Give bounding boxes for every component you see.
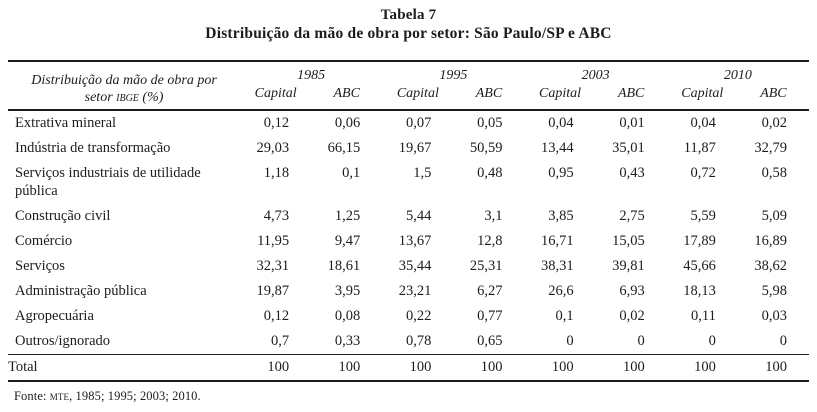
cell-value: 9,47 xyxy=(334,233,361,249)
cell-value: 11,87 xyxy=(683,140,716,156)
cell-value: 100 xyxy=(267,359,290,375)
source-note xyxy=(14,389,817,404)
cell-value: 45,66 xyxy=(683,258,716,274)
cell-value: 0,33 xyxy=(334,333,361,349)
cell-value: 0 xyxy=(779,333,787,349)
table-title: Distribuição da mão de obra por setor: São Paulo/SP e ABC xyxy=(205,25,612,42)
row-label: Extrativa mineral xyxy=(15,115,117,131)
cell-value: 39,81 xyxy=(612,258,645,274)
cell-value: 35,01 xyxy=(612,140,645,156)
year-header-2003: 2003 xyxy=(581,68,610,83)
source-note-prefix: Fonte: xyxy=(14,389,50,403)
cell-value: 23,21 xyxy=(398,283,432,299)
cell-value: 66,15 xyxy=(327,140,361,156)
subcol-abc: ABC xyxy=(617,86,645,101)
table-row xyxy=(8,136,809,161)
subcol-abc: ABC xyxy=(475,86,503,101)
cell-value: 0 xyxy=(566,333,574,349)
cell-value: 1,25 xyxy=(334,208,361,224)
cell-value: 38,31 xyxy=(540,258,574,274)
cell-value: 0,06 xyxy=(334,115,361,131)
row-label: Administração pública xyxy=(15,283,147,299)
cell-value: 0,11 xyxy=(690,308,716,324)
row-label: Serviços industriais de utilidade pública xyxy=(15,165,201,199)
table-header xyxy=(8,61,809,110)
year-header-1985: 1985 xyxy=(297,68,326,83)
cell-value: 0,12 xyxy=(263,115,290,131)
year-header-row xyxy=(8,61,809,84)
table-row xyxy=(8,229,809,254)
cell-value: 100 xyxy=(694,359,716,375)
cell-value: 0,65 xyxy=(477,333,503,349)
cell-value: 32,79 xyxy=(754,140,787,156)
cell-value: 19,67 xyxy=(398,140,432,156)
cell-value: 0,43 xyxy=(619,165,645,181)
row-label: Outros/ignorado xyxy=(15,333,111,349)
cell-value: 6,93 xyxy=(619,283,645,299)
cell-value: 3,95 xyxy=(334,283,361,299)
row-header-line2: setor ibge (%) xyxy=(84,89,164,105)
cell-value: 0,02 xyxy=(619,308,645,324)
subcol-capital: Capital xyxy=(254,86,297,101)
cell-value: 100 xyxy=(765,359,787,375)
cell-value: 13,67 xyxy=(398,233,432,249)
title-block xyxy=(0,7,817,43)
table-body xyxy=(8,110,809,381)
cell-value: 4,73 xyxy=(263,208,290,224)
cell-value: 50,59 xyxy=(469,140,503,156)
cell-value: 100 xyxy=(480,359,503,375)
subcol-capital: Capital xyxy=(681,86,724,101)
cell-value: 0,07 xyxy=(406,115,432,131)
source-note-suffix: , 1985; 1995; 2003; 2010. xyxy=(69,389,201,403)
row-label: Serviços xyxy=(15,258,65,274)
row-header-line1: Distribuição da mão de obra por xyxy=(31,72,217,88)
year-header-1995: 1995 xyxy=(439,68,468,83)
year-header-2010: 2010 xyxy=(723,68,752,83)
cell-value: 0,04 xyxy=(690,115,716,131)
cell-value: 32,31 xyxy=(256,258,290,274)
cell-value: 5,98 xyxy=(761,283,787,299)
cell-value: 0,22 xyxy=(406,308,432,324)
cell-value: 29,03 xyxy=(256,140,290,156)
cell-value: 12,8 xyxy=(477,233,503,249)
cell-value: 18,61 xyxy=(327,258,361,274)
cell-value: 0,1 xyxy=(555,308,574,324)
cell-value: 26,6 xyxy=(548,283,574,299)
subcol-abc: ABC xyxy=(333,86,360,101)
row-header-title xyxy=(8,61,240,110)
labor-distribution-table xyxy=(8,60,809,382)
mte-smallcaps: mte xyxy=(49,389,70,403)
row-label: Agropecuária xyxy=(15,308,94,324)
table-row xyxy=(8,161,809,204)
cell-value: 19,87 xyxy=(256,283,290,299)
cell-value: 5,59 xyxy=(690,208,716,224)
cell-value: 13,44 xyxy=(540,140,574,156)
cell-value: 0,72 xyxy=(690,165,716,181)
cell-value: 16,89 xyxy=(754,233,787,249)
row-label: Total xyxy=(8,359,38,375)
cell-value: 17,89 xyxy=(683,233,716,249)
cell-value: 100 xyxy=(409,359,432,375)
table-row xyxy=(8,254,809,279)
cell-value: 100 xyxy=(622,359,645,375)
cell-value: 0,04 xyxy=(548,115,574,131)
cell-value: 0,12 xyxy=(263,308,290,324)
subcol-capital: Capital xyxy=(539,86,582,101)
table-row xyxy=(8,204,809,229)
cell-value: 38,62 xyxy=(754,258,787,274)
row-label: Construção civil xyxy=(15,208,111,224)
ibge-smallcaps: ibge xyxy=(116,89,139,105)
cell-value: 100 xyxy=(338,359,361,375)
table-row xyxy=(8,304,809,329)
total-row xyxy=(8,355,809,382)
cell-value: 5,09 xyxy=(761,208,787,224)
cell-value: 0 xyxy=(708,333,716,349)
table-number: Tabela 7 xyxy=(380,7,437,23)
cell-value: 3,85 xyxy=(548,208,574,224)
cell-value: 0,7 xyxy=(271,333,290,349)
table-row xyxy=(8,279,809,304)
cell-value: 18,13 xyxy=(683,283,716,299)
cell-value: 0,03 xyxy=(761,308,787,324)
cell-value: 0,01 xyxy=(619,115,645,131)
table-row xyxy=(8,329,809,355)
cell-value: 0,48 xyxy=(477,165,503,181)
cell-value: 0,78 xyxy=(406,333,432,349)
cell-value: 11,95 xyxy=(257,233,290,249)
row-label: Indústria de transformação xyxy=(15,140,171,156)
subcol-capital: Capital xyxy=(396,86,439,101)
cell-value: 0,05 xyxy=(477,115,503,131)
cell-value: 1,5 xyxy=(413,165,432,181)
cell-value: 25,31 xyxy=(469,258,503,274)
cell-value: 0,95 xyxy=(548,165,574,181)
row-label: Comércio xyxy=(15,233,73,249)
cell-value: 6,27 xyxy=(477,283,503,299)
cell-value: 5,44 xyxy=(406,208,432,224)
cell-value: 15,05 xyxy=(612,233,645,249)
cell-value: 3,1 xyxy=(484,208,503,224)
cell-value: 0,77 xyxy=(477,308,503,324)
cell-value: 100 xyxy=(551,359,574,375)
cell-value: 16,71 xyxy=(540,233,574,249)
cell-value: 35,44 xyxy=(398,258,432,274)
cell-value: 0,58 xyxy=(761,165,787,181)
cell-value: 0,1 xyxy=(342,165,361,181)
cell-value: 2,75 xyxy=(619,208,645,224)
cell-value: 1,18 xyxy=(263,165,290,181)
cell-value: 0 xyxy=(637,333,645,349)
subcol-abc: ABC xyxy=(760,86,787,101)
cell-value: 0,02 xyxy=(761,115,787,131)
table-row xyxy=(8,110,809,136)
cell-value: 0,08 xyxy=(334,308,361,324)
